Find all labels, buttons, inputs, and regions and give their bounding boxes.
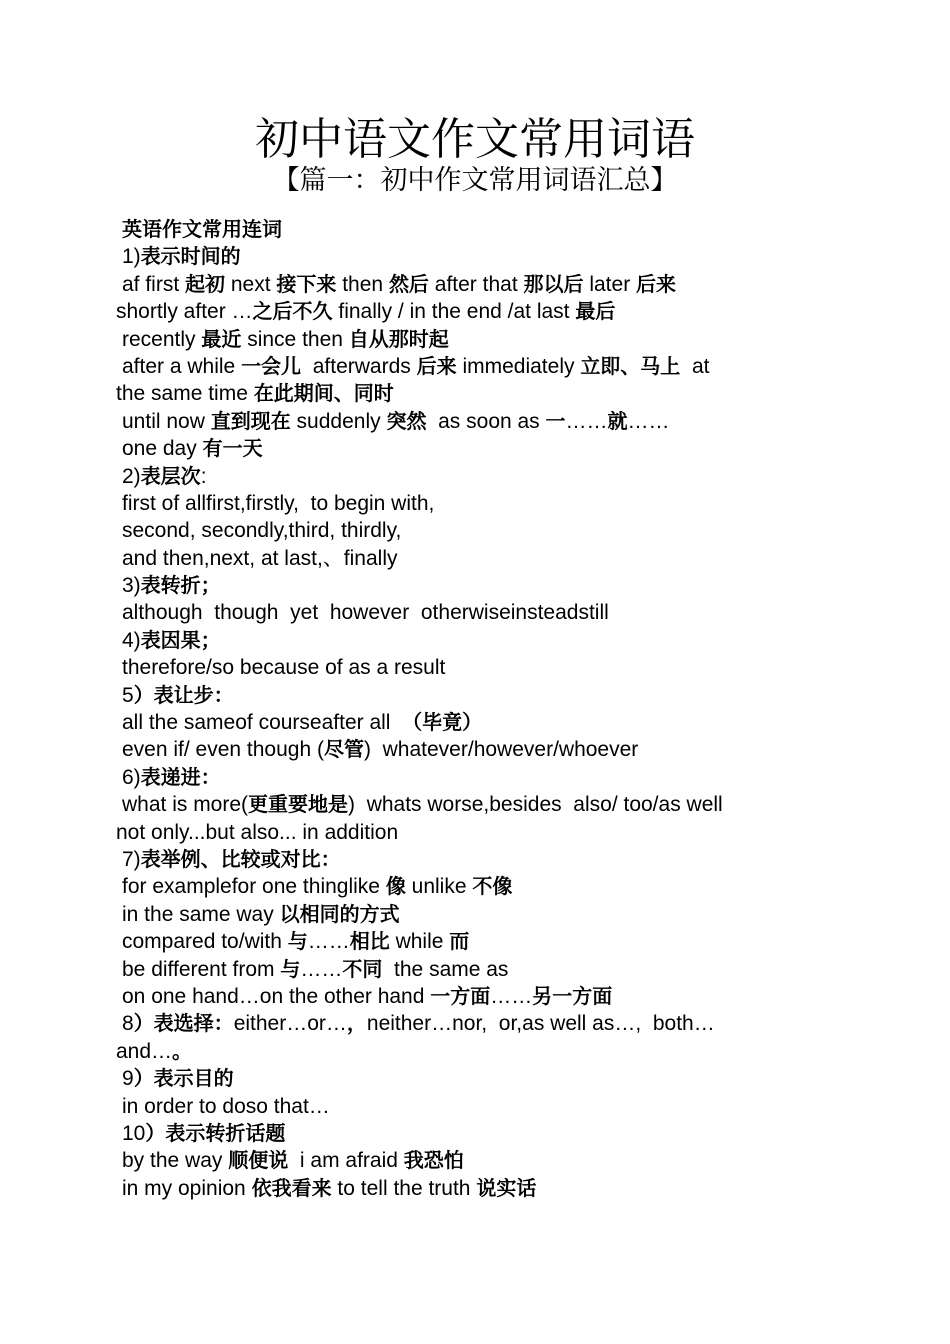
text-segment: for examplefor one thinglike	[122, 875, 386, 899]
text-segment: to tell the truth	[331, 1176, 477, 1200]
text-segment: neither…nor, or,as well as…, both…	[366, 1012, 715, 1036]
bold-text: 相比	[349, 929, 390, 954]
text-line	[116, 627, 826, 654]
bold-text: 自从那时起	[348, 326, 449, 351]
text-segment: second, secondly,third, thirdly,	[122, 519, 402, 543]
text-line	[116, 545, 826, 572]
text-segment: either…or…	[233, 1012, 347, 1036]
text-line	[116, 572, 826, 599]
bold-text: 顺便说	[228, 1148, 289, 1173]
text-segment: ……	[300, 957, 343, 981]
text-segment: suddenly	[290, 409, 387, 433]
text-segment: next	[225, 272, 277, 296]
text-line	[116, 1065, 826, 1092]
bold-text: ）表选择：	[133, 1011, 234, 1036]
text-segment: since then	[241, 327, 349, 351]
text-line	[116, 736, 826, 763]
bold-text: 直到现在	[210, 408, 291, 433]
text-segment: in order to doso that…	[122, 1094, 330, 1118]
text-line	[116, 298, 826, 325]
text-line	[116, 1147, 826, 1174]
text-segment: be different from	[122, 957, 281, 981]
text-line	[116, 1010, 826, 1037]
text-segment: therefore/so because of as a result	[122, 656, 446, 680]
text-segment: af first	[122, 272, 186, 296]
bold-text: 而	[449, 929, 470, 954]
text-segment: and…	[116, 1039, 173, 1063]
bold-text: 起初	[185, 271, 226, 296]
bold-text: 表递进：	[140, 764, 221, 789]
text-line	[116, 326, 826, 353]
text-segment: 3)	[122, 574, 141, 598]
bold-text: 说实话	[476, 1175, 537, 1200]
text-line	[116, 791, 826, 818]
text-segment: and then,next, at last,、finally	[122, 546, 398, 570]
text-line	[116, 901, 826, 928]
text-line	[116, 271, 826, 298]
text-segment: 4)	[122, 628, 141, 652]
text-segment: 10	[122, 1121, 146, 1145]
text-segment: 2)	[122, 464, 141, 488]
text-line	[116, 682, 826, 709]
text-segment: immediately	[456, 354, 581, 378]
bold-text: 那以后	[523, 271, 584, 296]
document-title: 初中语文作文常用词语	[255, 114, 695, 165]
text-line	[116, 353, 826, 380]
bold-text: 表因果；	[140, 627, 221, 652]
text-line	[116, 517, 826, 544]
bold-text: 表层次	[140, 463, 201, 488]
text-line	[116, 216, 826, 243]
text-segment: later	[583, 272, 637, 296]
text-line	[116, 599, 826, 626]
text-segment: while	[389, 930, 450, 954]
text-segment: 1)	[122, 245, 141, 269]
bold-text: 立即、马上	[580, 353, 681, 378]
text-segment: not only...but also... in addition	[116, 820, 399, 844]
bold-text: 有一天	[202, 436, 263, 461]
text-segment: finally / in the end /at last	[332, 300, 576, 324]
bold-text: 尽管	[323, 737, 364, 762]
bold-text: 就	[607, 408, 628, 433]
bold-text: 最后	[575, 299, 616, 324]
text-line	[116, 846, 826, 873]
text-segment: 6)	[122, 765, 141, 789]
bold-text: 表转折；	[140, 573, 221, 598]
text-segment: at	[680, 354, 710, 378]
bold-text: 像	[385, 874, 406, 899]
bold-text: 以相同的方式	[279, 901, 400, 926]
text-line	[116, 1038, 826, 1065]
bold-text: 不像	[472, 874, 513, 899]
text-segment: after that	[428, 272, 524, 296]
text-line	[116, 490, 826, 517]
bold-text: 我恐怕	[403, 1148, 464, 1173]
text-line	[116, 819, 826, 846]
bold-text: 不同	[342, 956, 383, 981]
bold-text: 依我看来	[251, 1175, 332, 1200]
text-segment: shortly after …	[116, 300, 253, 324]
text-segment: :	[200, 464, 207, 488]
bold-text: 另一方面	[532, 983, 613, 1008]
text-line	[116, 764, 826, 791]
text-segment: recently	[122, 327, 202, 351]
text-segment: ……	[490, 984, 533, 1008]
text-line	[116, 435, 826, 462]
bold-text: 最近	[201, 326, 242, 351]
bold-text: ）表让步：	[133, 682, 234, 707]
bold-text: 与	[280, 956, 301, 981]
text-segment: 7)	[122, 847, 141, 871]
bold-text: （毕竟）	[402, 710, 483, 735]
text-segment: ) whatever/however/whoever	[363, 738, 639, 762]
text-segment: after a while	[122, 354, 242, 378]
text-segment: i am afraid	[288, 1149, 404, 1173]
text-line	[116, 873, 826, 900]
bold-text: ，	[346, 1011, 367, 1036]
bold-text: 然后	[388, 271, 429, 296]
bold-text: 英语作文常用连词	[122, 217, 282, 241]
text-segment: 9	[122, 1067, 134, 1091]
text-segment: in the same way	[122, 902, 280, 926]
text-segment: ……	[627, 409, 670, 433]
bold-text: 表举例、比较或对比：	[140, 846, 341, 871]
text-segment: ……	[565, 409, 608, 433]
text-line	[116, 956, 826, 983]
text-segment: as soon as	[426, 409, 546, 433]
text-segment: on one hand…on the other hand	[122, 984, 431, 1008]
text-line	[116, 1093, 826, 1120]
text-segment: 5	[122, 683, 134, 707]
text-segment: by the way	[122, 1149, 229, 1173]
bold-text: 后来	[636, 271, 677, 296]
text-segment: what is more(	[122, 793, 249, 817]
text-segment: the same time	[116, 382, 254, 406]
text-segment: 8	[122, 1012, 134, 1036]
text-segment: ……	[307, 930, 350, 954]
text-line	[116, 654, 826, 681]
text-segment: although though yet however otherwiseinsteadstill	[122, 601, 609, 625]
text-segment: first of allfirst,firstly, to begin with,	[122, 491, 435, 515]
bold-text: 更重要地是	[248, 792, 349, 817]
bold-text: ）表示目的	[133, 1066, 234, 1091]
text-line	[116, 709, 826, 736]
text-line	[116, 1120, 826, 1147]
bold-text: 后来	[416, 353, 457, 378]
text-segment: in my opinion	[122, 1176, 252, 1200]
bold-text: 与	[287, 929, 308, 954]
bold-text: 一	[545, 408, 566, 433]
text-line	[116, 928, 826, 955]
text-segment: even if/ even though (	[122, 738, 324, 762]
bold-text: 一方面	[430, 983, 491, 1008]
text-line	[116, 380, 826, 407]
text-segment: one day	[122, 437, 203, 461]
document-subtitle: 【篇一：初中作文常用词语汇总】	[272, 165, 678, 196]
text-segment: afterwards	[301, 354, 417, 378]
bold-text: 接下来	[276, 271, 337, 296]
text-segment: ) whats worse,besides also/ too/as well	[348, 793, 723, 817]
bold-text: 突然	[386, 408, 427, 433]
bold-text: 之后不久	[252, 299, 333, 324]
bold-text: ）表示转折话题	[145, 1120, 286, 1145]
text-line	[116, 463, 826, 490]
text-segment: all the sameof courseafter all	[122, 711, 403, 735]
document-body	[116, 216, 826, 1202]
text-line	[116, 408, 826, 435]
text-segment: unlike	[405, 875, 473, 899]
text-line	[116, 1175, 826, 1202]
text-segment: then	[336, 272, 389, 296]
text-line	[116, 983, 826, 1010]
text-segment: until now	[122, 409, 211, 433]
text-segment: compared to/with	[122, 930, 288, 954]
bold-text: 在此期间、同时	[253, 381, 394, 406]
text-line	[116, 243, 826, 270]
bold-text: 。	[172, 1038, 193, 1063]
text-segment: the same as	[382, 957, 509, 981]
bold-text: 表示时间的	[140, 244, 241, 269]
bold-text: 一会儿	[241, 353, 302, 378]
